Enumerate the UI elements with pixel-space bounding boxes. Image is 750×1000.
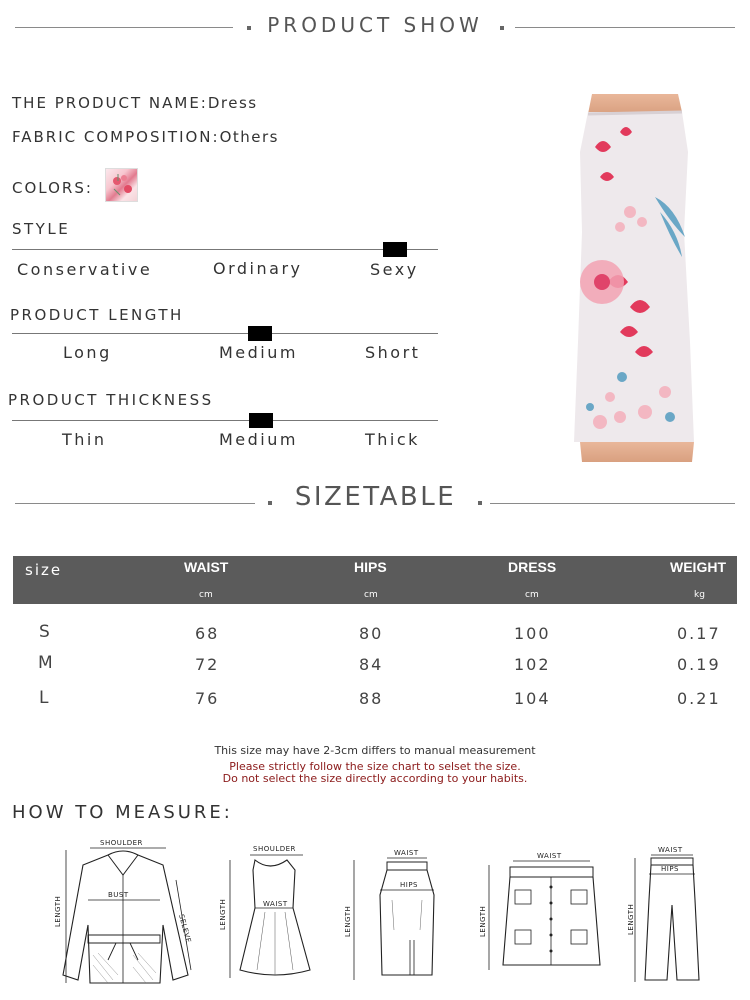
sizetable-dot-left [268,501,272,505]
size-m-dress: 102 [514,655,551,674]
habit-warning: Do not select the size directly according to your habits. [222,772,528,785]
size-s-hips: 80 [359,624,384,643]
size-s-weight: 0.17 [677,624,721,643]
style-scale-marker [383,242,407,257]
pants-measure-diagram [625,840,715,988]
size-s-label: S [39,622,52,642]
jacket-length-label: LENGTH [54,895,62,927]
dress-column-header: DRESS [508,559,557,575]
waist-unit: cm [199,590,213,600]
jacket-sleeve-label: SELEVE [177,913,193,944]
size-l-hips: 88 [359,689,384,708]
size-l-waist: 76 [195,689,220,708]
fabric-row [12,128,279,146]
sizetable-title: SIZETABLE [294,482,457,512]
waist-column-header: WAIST [184,559,229,575]
jacket-measure-diagram [48,835,198,990]
style-option-sexy: Sexy [370,260,419,279]
jacket-bust-label: BUST [108,891,129,899]
style-scale-line [12,249,438,250]
header-dot-left [247,26,251,30]
size-m-waist: 72 [195,655,220,674]
length-scale-line [12,333,438,334]
size-s-waist: 68 [195,624,220,643]
hips-unit: cm [364,590,378,600]
header-rule-right [515,27,735,28]
dress-shoulder-label: SHOULDER [253,845,296,853]
size-m-label: M [38,653,55,673]
length-option-medium: Medium [219,343,298,362]
dress-measure-diagram [215,840,315,985]
header-dot-right [500,26,504,30]
sizetable-rule-left [15,503,255,504]
fabric-label: FABRIC COMPOSITION: [12,128,220,146]
skirt-waist-label: WAIST [394,849,419,857]
floral-print-swatch-icon[interactable] [105,168,138,202]
mini-skirt-length-label: LENGTH [479,905,487,937]
fabric-value: Others [219,128,279,146]
how-to-measure-title: HOW TO MEASURE: [12,802,233,823]
thickness-option-thick: Thick [365,430,420,449]
dress-waist-label: WAIST [263,900,288,908]
thickness-scale-marker [249,413,273,428]
product-show-title: PRODUCT SHOW [267,13,483,37]
thickness-option-thin: Thin [62,430,107,449]
length-title: PRODUCT LENGTH [10,306,184,324]
measurement-note: This size may have 2-3cm differs to manual measurement [214,744,536,757]
size-m-hips: 84 [359,655,384,674]
skirt-length-label: LENGTH [344,905,352,937]
weight-unit: kg [694,590,705,600]
product-image [560,92,710,464]
dress-unit: cm [525,590,539,600]
pants-length-label: LENGTH [627,903,635,935]
thickness-title: PRODUCT THICKNESS [8,391,214,409]
pants-waist-label: WAIST [658,846,683,854]
sizetable-rule-right [490,503,735,504]
mini-skirt-waist-label: WAIST [537,852,562,860]
mini-skirt-measure-diagram [475,845,615,975]
colors-label: COLORS: [12,179,93,197]
dress-length-label: LENGTH [219,898,227,930]
length-option-short: Short [365,343,421,362]
header-rule-left [15,27,233,28]
size-m-weight: 0.19 [677,655,721,674]
size-chart-warning: Please strictly follow the size chart to selset the size. [229,760,521,773]
product-name-label: THE PRODUCT NAME: [12,94,208,112]
product-name-value: Dress [207,94,258,112]
style-option-ordinary: Ordinary [213,259,303,278]
skirt-hips-label: HIPS [400,881,418,889]
thickness-option-medium: Medium [219,430,298,449]
size-column-header: size [25,561,63,579]
style-title: STYLE [12,220,71,238]
size-l-label: L [39,688,51,708]
size-l-weight: 0.21 [677,689,721,708]
length-option-long: Long [63,343,112,362]
size-s-dress: 100 [514,624,551,643]
pants-hips-label: HIPS [661,865,679,873]
weight-column-header: WEIGHT [670,559,726,575]
length-scale-marker [248,326,272,341]
jacket-shoulder-label: SHOULDER [100,839,143,847]
size-l-dress: 104 [514,689,551,708]
skirt-measure-diagram [342,845,442,985]
product-name-row [12,94,258,112]
hips-column-header: HIPS [354,559,387,575]
sizetable-dot-right [478,501,482,505]
thickness-scale-line [12,420,438,421]
style-option-conservative: Conservative [17,260,153,279]
